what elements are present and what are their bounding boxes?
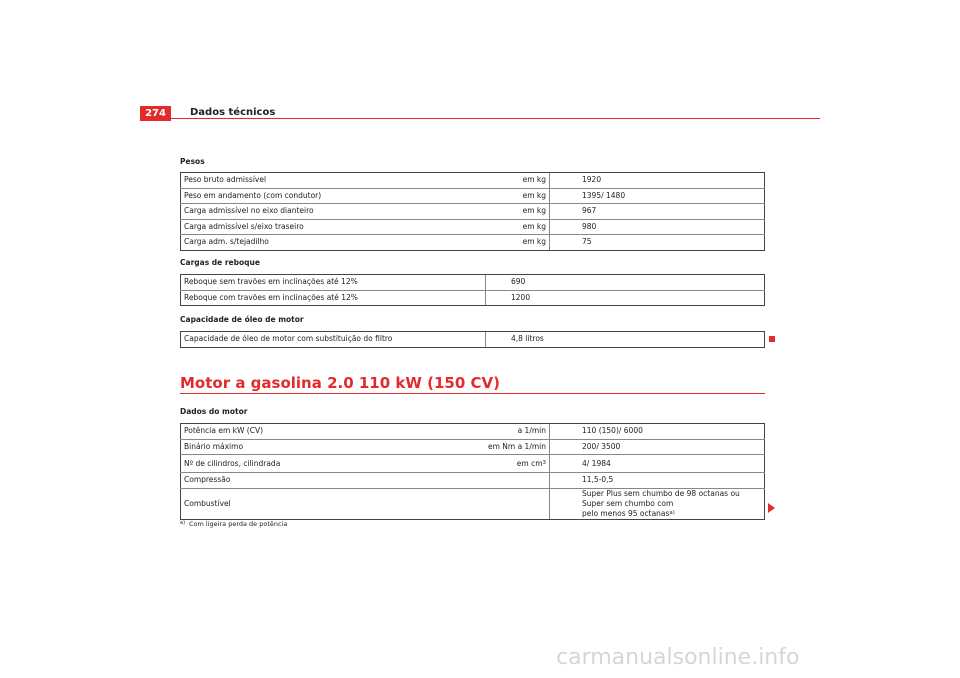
row-item: Reboque sem travões em inclinações até 12% — [181, 275, 486, 291]
row-unit: em Nm a 1/min — [478, 439, 550, 455]
section-rule — [180, 393, 765, 394]
row-value: 11,5-0,5 — [550, 473, 765, 489]
row-unit — [478, 488, 550, 519]
table-row — [181, 204, 765, 220]
row-value: 1920 — [550, 173, 765, 189]
row-item: Reboque com travões em inclinações até 12% — [181, 290, 486, 306]
table-row — [181, 455, 765, 473]
row-item: Compressão — [181, 473, 479, 489]
row-value: 75 — [550, 235, 765, 251]
row-unit: em kg — [478, 173, 550, 189]
table-row — [181, 488, 765, 519]
row-item: Carga admissível s/eixo traseiro — [181, 219, 479, 235]
row-item: Capacidade de óleo de motor com substituição do filtro — [181, 332, 486, 348]
row-item: Carga adm. s/tejadilho — [181, 235, 479, 251]
table-row — [181, 439, 765, 455]
continue-arrow-icon — [768, 503, 775, 513]
table-row — [181, 173, 765, 189]
row-unit — [478, 455, 550, 473]
row-value: 110 (150)/ 6000 — [550, 424, 765, 440]
footnote-text: Com ligeira perda de potência — [189, 520, 288, 528]
row-value: 967 — [550, 204, 765, 220]
row-unit: em kg — [478, 235, 550, 251]
section-label-oleo: Capacidade de óleo de motor — [180, 315, 304, 324]
page-number: 274 — [140, 106, 171, 121]
row-unit: a 1/min — [478, 424, 550, 440]
section-label-pesos: Pesos — [180, 157, 205, 166]
row-item: Combustível — [181, 488, 479, 519]
table-row — [181, 424, 765, 440]
row-unit — [478, 473, 550, 489]
row-item: Nº de cilindros, cilindrada — [181, 455, 479, 473]
row-value — [550, 488, 765, 519]
value-line-1: Super Plus sem chumbo de 98 octanas ou Super sem chumbo com — [582, 488, 740, 508]
table-row — [181, 275, 765, 291]
row-value: 1200 — [486, 290, 765, 306]
table-row — [181, 473, 765, 489]
row-item: Binário máximo — [181, 439, 479, 455]
table-row — [181, 235, 765, 251]
unit-text: em cm — [516, 458, 543, 468]
row-value: 200/ 3500 — [550, 439, 765, 455]
row-item: Potência em kW (CV) — [181, 424, 479, 440]
watermark: carmanualsonline.info — [556, 645, 800, 670]
table-pesos — [180, 172, 765, 251]
row-value: 690 — [486, 275, 765, 291]
row-item: Carga admissível no eixo dianteiro — [181, 204, 479, 220]
header-rule — [171, 118, 820, 119]
row-value: 4/ 1984 — [550, 455, 765, 473]
footnote-ref: a) — [669, 509, 675, 516]
table-oleo — [180, 331, 765, 348]
page-title: Dados técnicos — [190, 107, 276, 118]
section-end-marker — [769, 336, 775, 342]
table-row — [181, 188, 765, 204]
row-item: Peso bruto admissível — [181, 173, 479, 189]
unit-superscript: 3 — [542, 459, 546, 466]
value-line-2: pelo menos 95 octanas — [582, 508, 670, 518]
row-item: Peso em andamento (com condutor) — [181, 188, 479, 204]
row-value: 1395/ 1480 — [550, 188, 765, 204]
section-label-reboque: Cargas de reboque — [180, 258, 260, 267]
row-value: 980 — [550, 219, 765, 235]
table-row — [181, 290, 765, 306]
section-heading-motor: Motor a gasolina 2.0 110 kW (150 CV) — [180, 374, 501, 392]
row-unit: em kg — [478, 219, 550, 235]
row-unit: em kg — [478, 204, 550, 220]
row-value: 4,8 litros — [486, 332, 765, 348]
table-row — [181, 219, 765, 235]
table-reboque — [180, 274, 765, 306]
footnote — [180, 520, 287, 528]
table-motor — [180, 423, 765, 520]
table-row — [181, 332, 765, 348]
section-label-motor: Dados do motor — [180, 407, 248, 416]
row-unit: em kg — [478, 188, 550, 204]
footnote-mark: a) — [180, 520, 186, 526]
